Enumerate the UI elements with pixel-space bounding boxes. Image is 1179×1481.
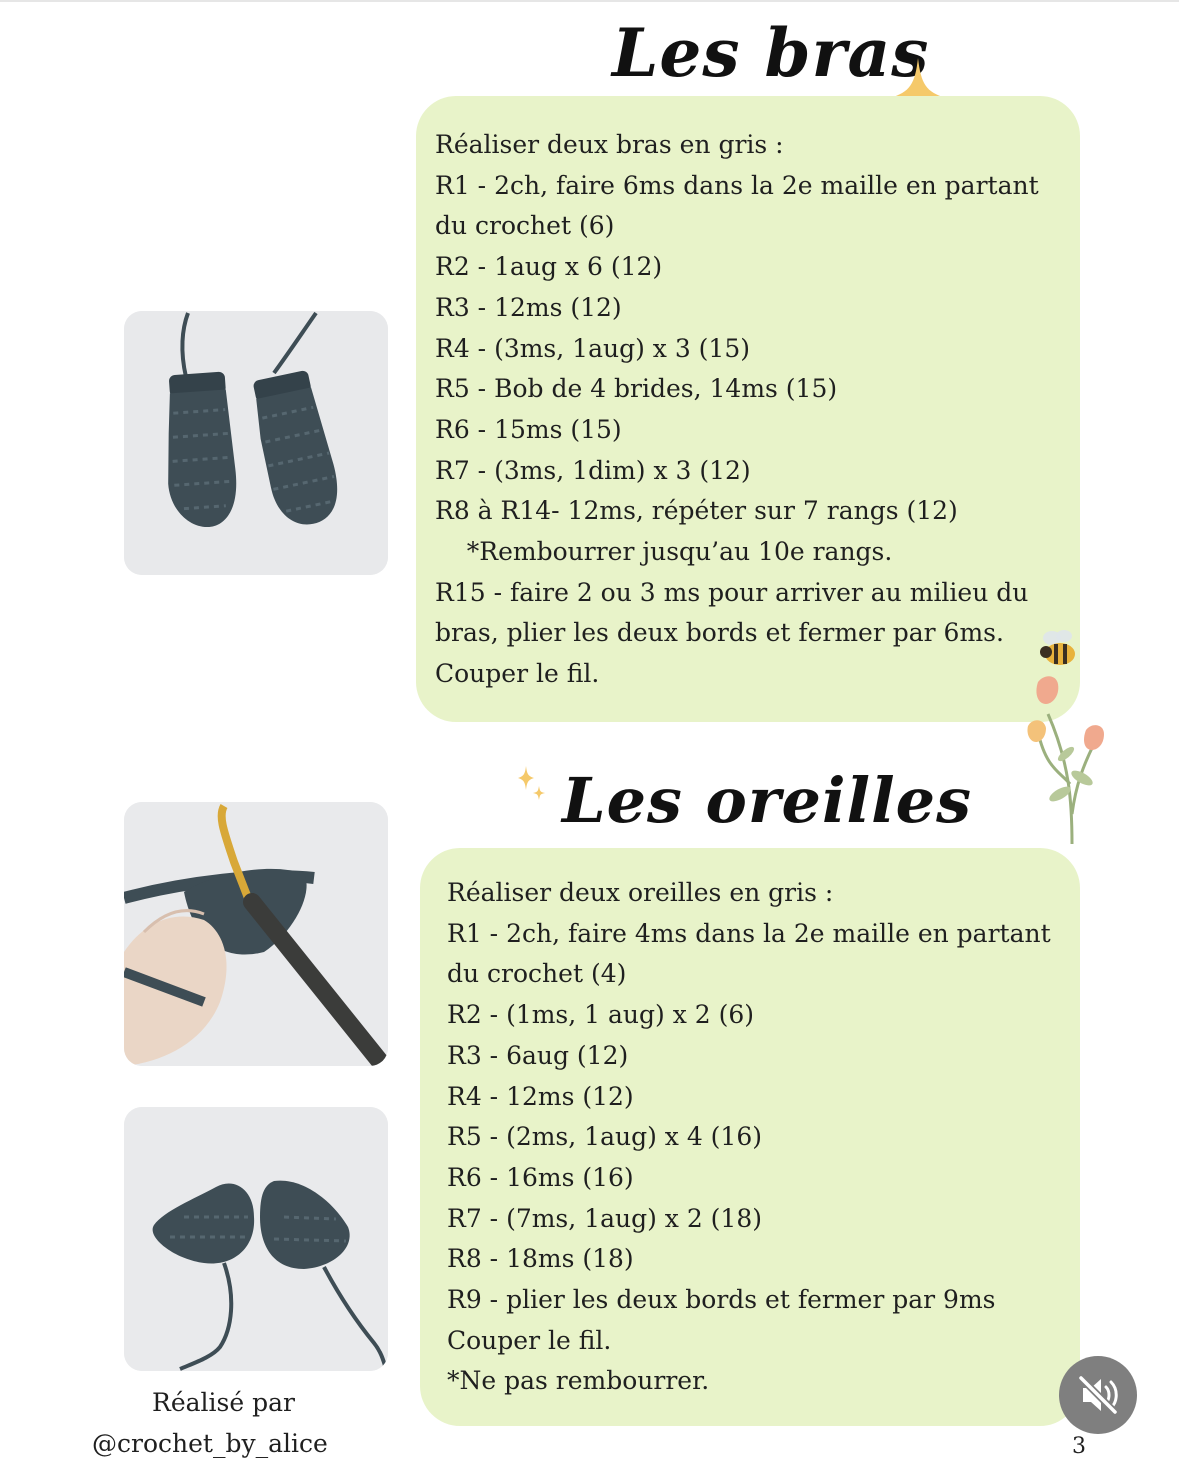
credit-label: Réalisé par [152, 1388, 295, 1417]
instruction-line: *Ne pas rembourrer. [447, 1366, 710, 1396]
instruction-line: R5 - (2ms, 1aug) x 4 (16) [447, 1122, 762, 1152]
instruction-line: du crochet (6) [435, 211, 615, 241]
instruction-line: R6 - 15ms (15) [435, 414, 622, 444]
instruction-line: R6 - 16ms (16) [447, 1162, 634, 1192]
ears-photo [124, 1107, 388, 1371]
instruction-line: R8 - 18ms (18) [447, 1244, 634, 1274]
instruction-line: Réaliser deux oreilles en gris : [447, 878, 834, 907]
top-divider [0, 0, 1179, 2]
instruction-line: R3 - 6aug (12) [447, 1040, 629, 1070]
arms-instructions [435, 125, 1039, 695]
instruction-line: R9 - plier les deux bords et fermer par 9ms [447, 1285, 996, 1315]
arms-title: Les bras [612, 14, 930, 92]
ears-instructions [447, 873, 1051, 1402]
sparkle-icon [518, 766, 546, 802]
flower-sprig-icon [1026, 674, 1112, 846]
page-number: 3 [1072, 1434, 1086, 1459]
arms-photo [124, 311, 388, 575]
instruction-line: R3 - 12ms (12) [435, 292, 622, 322]
credit-handle: @crochet_by_alice [92, 1429, 328, 1458]
instruction-line: R7 - (7ms, 1aug) x 2 (18) [447, 1203, 762, 1233]
mute-button[interactable] [1059, 1356, 1137, 1434]
hook-photo [124, 802, 388, 1066]
instruction-line: *Rembourrer jusqu’au 10e rangs. [435, 537, 893, 567]
ears-title: Les oreilles [562, 764, 973, 837]
instruction-line: R4 - (3ms, 1aug) x 3 (15) [435, 333, 750, 363]
instruction-line: Couper le fil. [435, 659, 600, 689]
instruction-line: du crochet (4) [447, 959, 627, 989]
instruction-line: R15 - faire 2 ou 3 ms pour arriver au milieu du [435, 577, 1029, 607]
instruction-line: Couper le fil. [447, 1325, 612, 1355]
instruction-line: R8 à R14- 12ms, répéter sur 7 rangs (12) [435, 496, 958, 526]
bee-icon [1034, 626, 1084, 672]
instruction-line: R2 - 1aug x 6 (12) [435, 252, 663, 282]
instruction-line: R5 - Bob de 4 brides, 14ms (15) [435, 374, 838, 404]
instruction-line: bras, plier les deux bords et fermer par 6ms. [435, 618, 1004, 648]
instruction-line: R1 - 2ch, faire 4ms dans la 2e maille en partant [447, 918, 1051, 948]
instruction-line: R7 - (3ms, 1dim) x 3 (12) [435, 455, 751, 485]
instruction-line: R2 - (1ms, 1 aug) x 2 (6) [447, 1000, 755, 1030]
instruction-line: Réaliser deux bras en gris : [435, 130, 784, 159]
speaker-muted-icon [1059, 1356, 1137, 1434]
instruction-line: R4 - 12ms (12) [447, 1081, 634, 1111]
instruction-line: R1 - 2ch, faire 6ms dans la 2e maille en partant [435, 170, 1039, 200]
